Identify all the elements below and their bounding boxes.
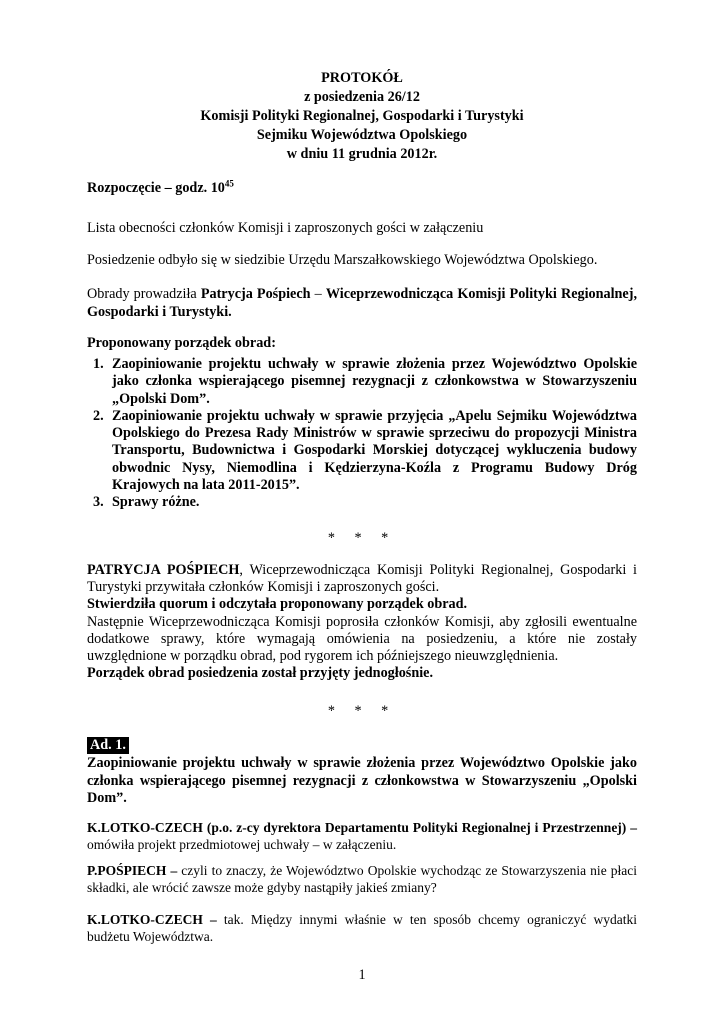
page-number: 1: [358, 967, 366, 983]
dialogue-entry: K.LOTKO-CZECH – tak. Między innymi właśnie w ten sposób chcemy ograniczyć wydatki budżetu Województwa.: [87, 912, 638, 944]
agenda-accepted: Porządek obrad posiedzenia został przyjęty jednogłośnie.: [87, 665, 433, 682]
additional-matters-note: Następnie Wiceprzewodnicząca Komisji poprosiła członków Komisji, aby zgłosili ewentualne dodatkowe sprawy, które wymagają omówienia na posiedzeniu, a które nie zostały uwzględnione w porządku obrad, pod rygorem ich późniejszego nieuwzględnienia.: [87, 613, 637, 665]
dialogue-entry: P.POŚPIECH – czyli to znaczy, że Województwo Opolskie wychodząc ze Stowarzyszenia nie płaci składki, ale wrócić zawsze może gdyby nastąpiły jakieś zmiany?: [87, 863, 637, 895]
protocol-header: [87, 69, 637, 164]
agenda-item: 1. Zaopiniowanie projektu uchwały w sprawie złożenia przez Województwo Opolskie jako członka wspierającego pisemnej rezygnacji z członkowstwa w Stowarzyszeniu „Opolski Dom”.: [93, 356, 637, 407]
speaker-name: PATRYCJA POŚPIECH: [87, 562, 240, 578]
agenda-item: 2. Zaopiniowanie projektu uchwały w sprawie przyjęcia „Apelu Sejmiku Województwa Opolskiego do Prezesa Rady Ministrów w sprawie sprzeciwu do propozycji Ministra Transportu, Budownictwa i Gospodarki Morskiej dotyczącej wykluczenia budowy obwodnic Nysy, Niemodlina i Kędzierzyna-Koźla z Programu Budowy Dróg Krajowych na lata 2011-2015”.: [93, 407, 637, 494]
section-separator: * * *: [327, 530, 397, 546]
header-committee: Komisji Polityki Regionalnej, Gospodarki i Turystyki: [200, 108, 524, 124]
agenda-item: 3. Sprawy różne.: [93, 494, 200, 511]
speaker-name: K.LOTKO-CZECH (p.o. z-cy dyrektora Departamentu Polityki Regionalnej i Przestrzennej) –: [87, 820, 637, 835]
chair-name: Patrycja Pośpiech: [200, 286, 311, 302]
attendance-note: Lista obecności członków Komisji i zaproszonych gości w załączeniu: [87, 220, 484, 236]
ad1-title: Zaopiniowanie projektu uchwały w sprawie złożenia przez Województwo Opolskie jako członka wspierającego pisemnej rezygnacji z członkowstwa w Stowarzyszeniu „Opolski Dom”.: [87, 755, 637, 806]
ad1-badge: Ad. 1.: [87, 737, 129, 754]
agenda-title: Proponowany porządek obrad:: [87, 335, 276, 351]
start-time-minutes: 45: [224, 178, 234, 189]
header-title: PROTOKÓŁ: [321, 70, 403, 86]
header-meeting-number: z posiedzenia 26/12: [304, 89, 420, 105]
speaker-name: K.LOTKO-CZECH –: [87, 912, 217, 927]
dialogue-entry: K.LOTKO-CZECH (p.o. z-cy dyrektora Departamentu Polityki Regionalnej i Przestrzennej) – omówiła projekt przedmiotowej uchwały – w załączeniu.: [87, 820, 637, 852]
header-assembly: Sejmiku Województwa Opolskiego: [256, 127, 468, 143]
section-separator: * * *: [327, 703, 397, 719]
agenda-list: [87, 356, 637, 512]
quorum-statement: Stwierdziła quorum i odczytała proponowany porządek obrad.: [87, 596, 468, 613]
speaker-name: P.POŚPIECH –: [87, 863, 178, 878]
chair-paragraph: Obrady prowadziła Patrycja Pośpiech – Wiceprzewodnicząca Komisji Polityki Regionalnej, Gospodarki i Turystyki.: [87, 286, 638, 320]
meeting-place: Posiedzenie odbyło się w siedzibie Urzędu Marszałkowskiego Województwa Opolskiego.: [87, 252, 598, 268]
header-date: w dniu 11 grudnia 2012r.: [286, 146, 438, 162]
opening-paragraph: PATRYCJA POŚPIECH, Wiceprzewodnicząca Komisji Polityki Regionalnej, Gospodarki i Turystyki przywitała członków Komisji i zaproszonych gości. Stwierdziła quorum i odczytała proponowany porządek obrad. Następnie Wiceprzewodnicząca Komisji poprosiła członków Komisji, aby zgłosili ewentualne dodatkowe sprawy, które wymagają omówienia na posiedzeniu, a które nie zostały uwzględnione w porządku obrad, pod rygorem ich późniejszego nieuwzględnienia. Porządek obrad posiedzenia został przyjęty jednogłośnie.: [87, 562, 637, 682]
chair-role: Wiceprzewodnicząca Komisji Polityki Regionalnej, Gospodarki i Turystyki.: [87, 286, 638, 320]
start-time: Rozpoczęcie – godz. $10^{45}$: [87, 178, 234, 196]
